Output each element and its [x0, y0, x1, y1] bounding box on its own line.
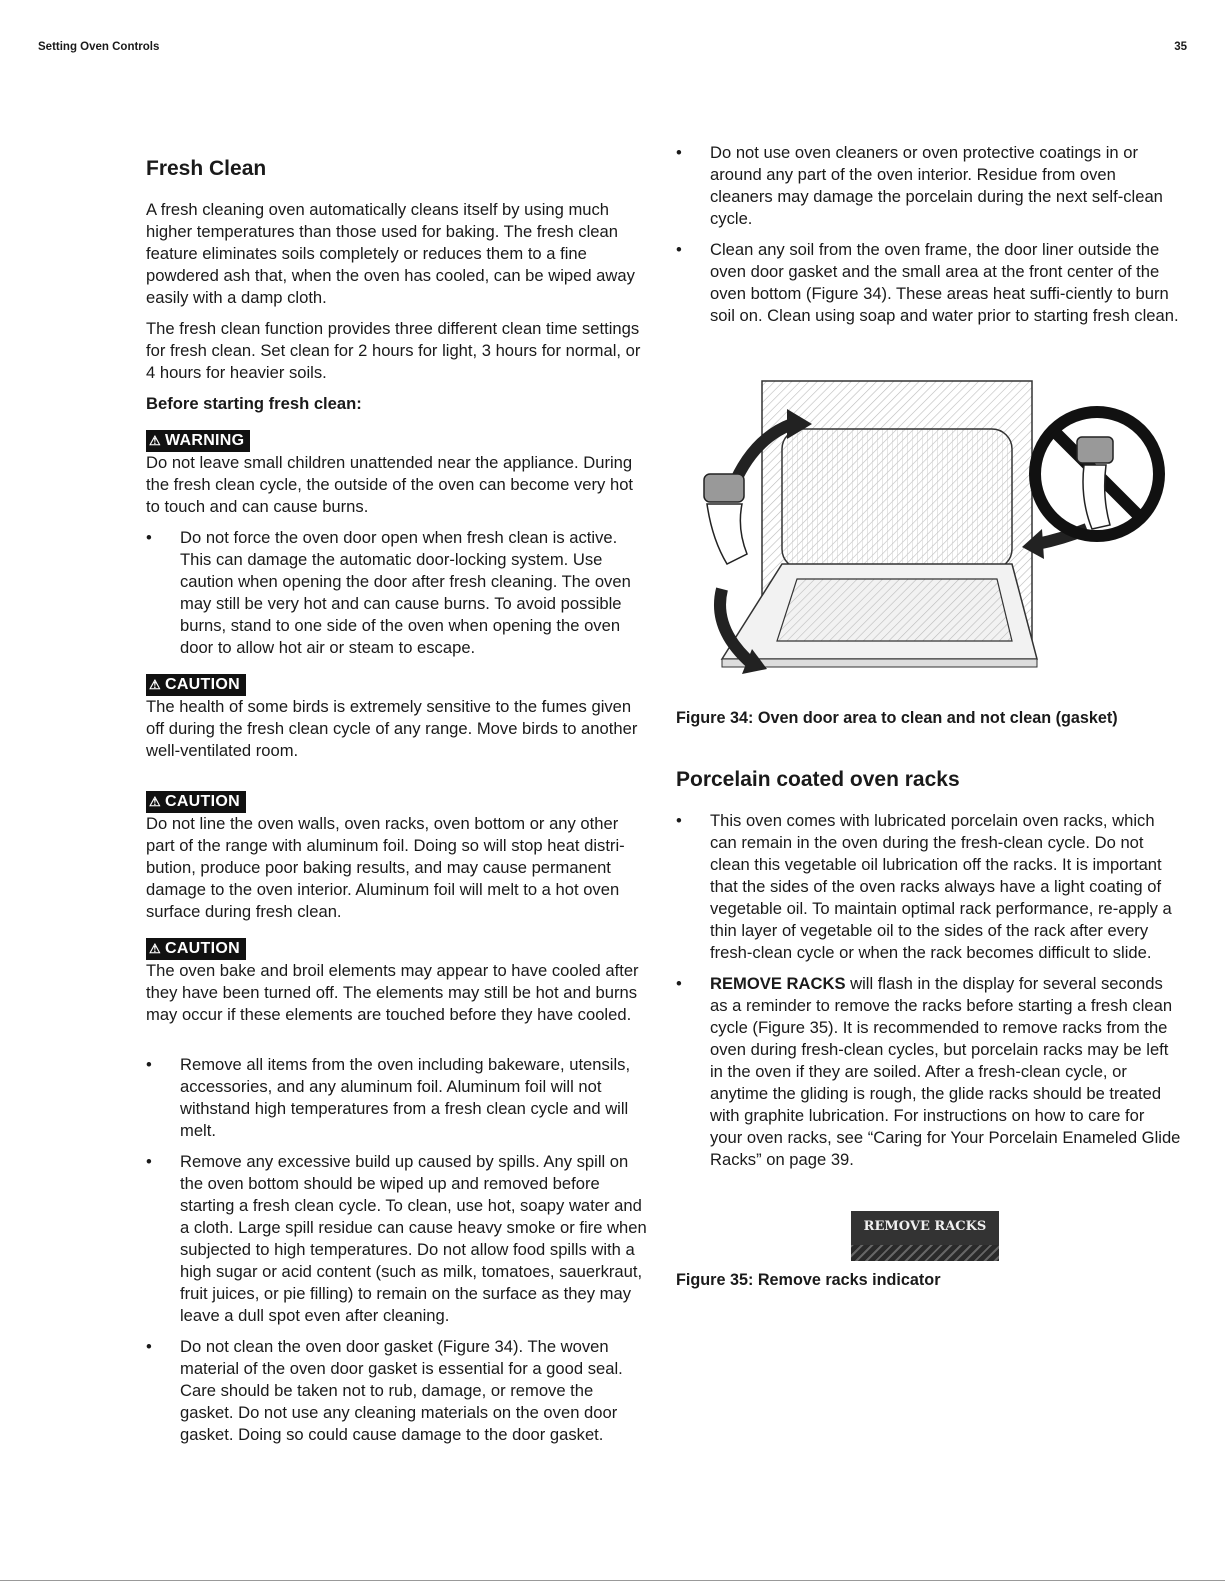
warning-badge: ⚠ WARNING: [146, 430, 250, 452]
warning-text: Do not leave small children unattended near the appliance. During the fresh clean cycle, the outside of the oven can become very hot to touch and can cause burns.: [146, 453, 634, 516]
warning-triangle-icon: ⚠: [149, 433, 161, 448]
caution-text: The oven bake and broil elements may appear to have cooled after they have been turned off. The elements may still be hot and burns may occur if these elements are touched before they have cooled.: [146, 961, 639, 1024]
right-column: [676, 142, 1181, 1291]
list-item: • Do not use oven cleaners or oven protective coatings in or around any part of the oven interior. Residue from oven cleaners may damage the porcelain during the next self-clean cycle.: [676, 143, 1163, 228]
section-header: Setting Oven Controls: [38, 41, 160, 53]
caution-text: Do not line the oven walls, oven racks, oven bottom or any other part of the range with aluminum foil. Doing so will stop heat distri-bution, produce poor baking results, and may cause permanent damage to the oven interior. Aluminum foil will melt to a hot oven surface during fresh clean.: [146, 814, 625, 921]
caution-text: The health of some birds is extremely sensitive to the fumes given off during the fresh clean cycle of any range. Move birds to another well-ventilated room.: [146, 697, 638, 760]
warning-bullet-list: [146, 527, 651, 659]
list-item: • Remove any excessive build up caused by spills. Any spill on the oven bottom should be wiped up and removed before starting a fresh clean cycle. To clean, use hot, soapy water and a cloth. Large spill residue can cause heavy smoke or fire when subjected to high temperatures. Do not allow food spills with a high sugar or acid content (such as milk, tomatoes, sauerkraut, fruit juices, or pie filling) to remain on the surface as they may leave a dull spot even after cleaning.: [146, 1152, 647, 1325]
list-item: • Remove all items from the oven including bakeware, utensils, accessories, and any aluminum foil. Aluminum foil will not withstand high temperatures from a fresh clean cycle and will melt.: [146, 1055, 631, 1140]
page-number: 35: [1174, 41, 1187, 53]
intro-paragraph: The fresh clean function provides three different clean time settings for fresh clean. Set clean for 2 hours for light, 3 hours for normal, or 4 hours for heavier soils.: [146, 319, 641, 382]
oven-door-illustration: [692, 379, 1172, 679]
caution-badge: ⚠ CAUTION: [146, 674, 246, 696]
list-item: • Do not force the oven door open when fresh clean is active. This can damage the automatic door-locking system. Use caution when opening the door after fresh cleaning. The oven may still be very hot and can cause burns. To avoid possible burns, stand to one side of the oven when opening the oven door to allow hot air or steam to escape.: [146, 528, 631, 657]
cleaning-bullet-list: [146, 1054, 651, 1446]
intro-paragraph: A fresh cleaning oven automatically cleans itself by using much higher temperatures than those used for baking. The fresh clean feature eliminates soils completely or reduces them to a fine powdered ash that, when the oven has cooled, can be wiped away easily with a damp cloth.: [146, 200, 635, 307]
warning-triangle-icon: ⚠: [149, 794, 161, 809]
figure-34-caption: Figure 34: Oven door area to clean and not clean (gasket): [676, 709, 1118, 727]
section-title-fresh-clean: Fresh Clean: [146, 157, 267, 180]
list-item: • This oven comes with lubricated porcelain oven racks, which can remain in the oven during the fresh-clean cycle. Do not clean this vegetable oil lubrication off the racks. It is important that the sides of the oven racks always have a light coating of vegetable oil. To maintain optimal rack performance, re-apply a thin layer of vegetable oil to the sides of the rack after every fresh-clean cycle or when the rack becomes difficult to slide.: [676, 811, 1172, 962]
section-title-porcelain-racks: Porcelain coated oven racks: [676, 768, 960, 791]
page-bottom-rule: [0, 1580, 1225, 1581]
caution-badge: ⚠ CAUTION: [146, 791, 246, 813]
figure-35-caption: Figure 35: Remove racks indicator: [676, 1271, 941, 1289]
left-column: [146, 156, 651, 1456]
warning-triangle-icon: ⚠: [149, 941, 161, 956]
list-item: • REMOVE RACKS will flash in the display for several seconds as a reminder to remove the racks before starting a fresh clean cycle (Figure 35). It is recommended to remove racks from the oven during fresh-clean cycles, but porcelain racks may be left in the oven if they are soiled. After a fresh-clean cycle, or anytime the gliding is rough, the glide racks should be treated with graphite lubrication. For instructions on how to care for your oven racks, see “Caring for Your Porcelain Enameled Glide Racks” on page 39.: [676, 974, 1181, 1169]
warning-triangle-icon: ⚠: [149, 677, 161, 692]
remove-racks-indicator: REMOVE RACKS: [851, 1211, 999, 1261]
before-starting-heading: Before starting fresh clean:: [146, 394, 362, 413]
list-item: • Do not clean the oven door gasket (Figure 34). The woven material of the oven door gasket is essential for a good seal. Care should be taken not to rub, damage, or remove the gasket. Do not use any cleaning materials on the oven door gasket. Doing so could cause damage to the door gasket.: [146, 1337, 623, 1444]
oven-cleaning-bullets: [676, 142, 1181, 327]
list-item: • Clean any soil from the oven frame, the door liner outside the oven door gasket and the small area at the front center of the oven bottom (Figure 34). These areas heat suffi-ciently to burn soil on. Clean using soap and water prior to starting fresh clean.: [676, 240, 1179, 325]
indicator-pattern: [851, 1245, 999, 1261]
racks-bullet-list: [676, 810, 1181, 1171]
remove-racks-term: REMOVE RACKS: [710, 974, 846, 993]
caution-badge: ⚠ CAUTION: [146, 938, 246, 960]
